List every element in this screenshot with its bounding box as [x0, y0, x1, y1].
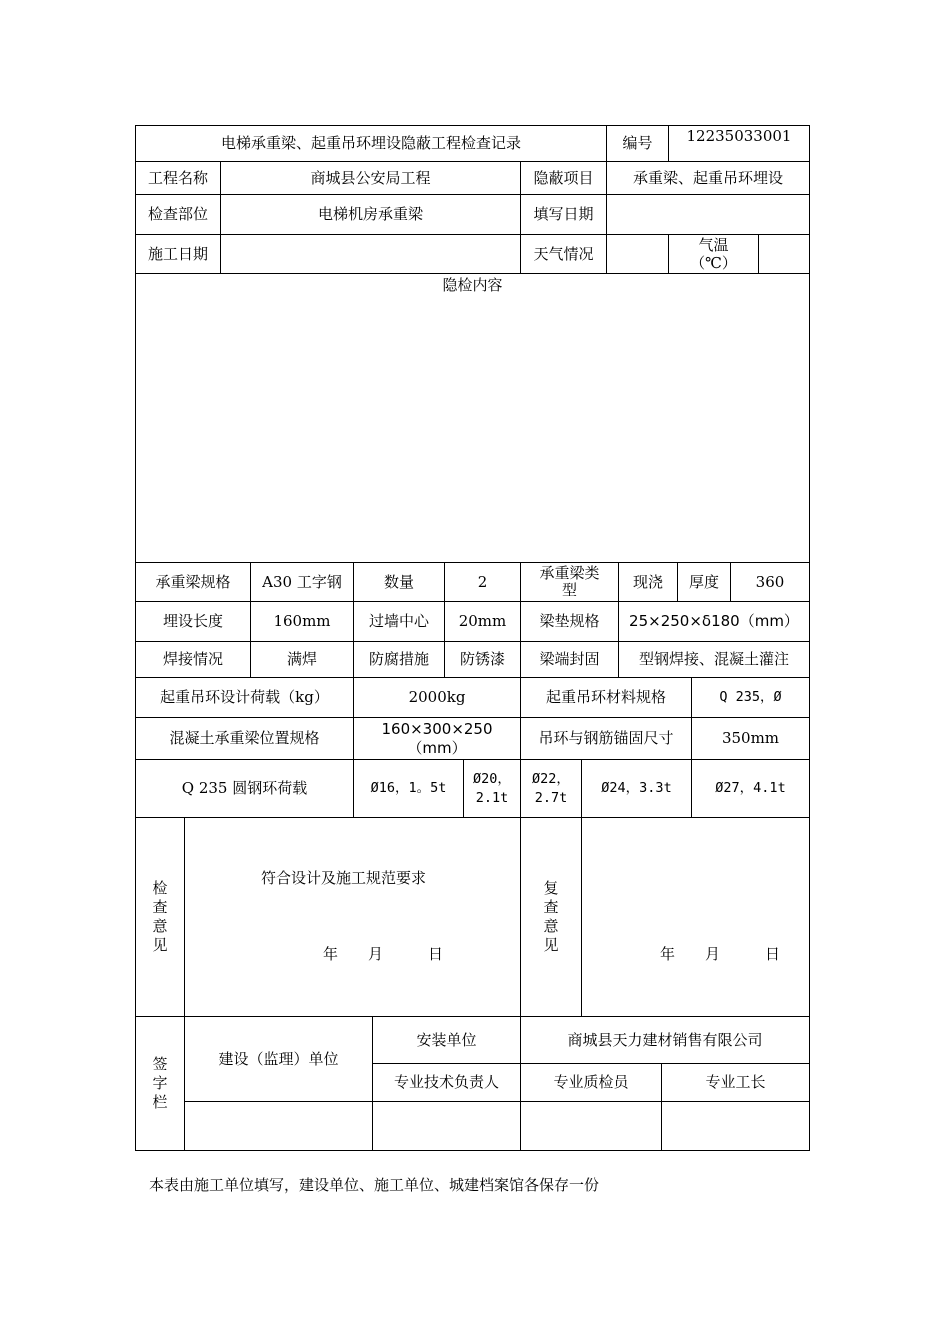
- hidden-content-label: 隐检内容: [442, 276, 503, 294]
- weather-label: 天气情况: [520, 234, 607, 274]
- beam-type-label: 承重梁类型: [520, 562, 619, 602]
- inspection-location-label: 检查部位: [135, 194, 221, 235]
- qc-signature-field[interactable]: [520, 1101, 662, 1151]
- review-opinion-label: 复 查 意 见: [520, 817, 582, 1017]
- pad-spec-label: 梁垫规格: [520, 601, 619, 642]
- owner-signature-field[interactable]: [184, 1101, 373, 1151]
- hidden-item-label: 隐蔽项目: [520, 161, 607, 195]
- ring-load-16[interactable]: Ø16，1。5t: [353, 759, 464, 818]
- anchor-size-value[interactable]: 350mm: [691, 717, 810, 760]
- construction-date-label: 施工日期: [135, 234, 221, 274]
- foreman-signature-field[interactable]: [661, 1101, 810, 1151]
- ring-design-load-value[interactable]: 2000kg: [353, 677, 521, 718]
- hidden-content-area[interactable]: [135, 273, 810, 563]
- tech-lead-signature-field[interactable]: [372, 1101, 521, 1151]
- anchor-size-label: 吊环与钢筋锚固尺寸: [520, 717, 692, 760]
- owner-supervisor-label: 建设（监理）单位: [184, 1016, 373, 1102]
- construction-date-value[interactable]: [220, 234, 521, 274]
- fill-date-label: 填写日期: [520, 194, 607, 235]
- beam-qty-value[interactable]: 2: [444, 562, 521, 602]
- temperature-label: 气温（℃）: [668, 234, 759, 274]
- review-date-text: 年 月 日: [660, 945, 781, 963]
- inspection-date-text: 年 月 日: [323, 945, 444, 963]
- thickness-value[interactable]: 360: [730, 562, 810, 602]
- number-label: 编号: [606, 125, 669, 162]
- ring-material-value[interactable]: Q 235，Ø: [691, 677, 810, 718]
- inspection-opinion-cell[interactable]: [184, 817, 521, 1017]
- ring-load-label: Q 235 圆钢环荷载: [135, 759, 354, 818]
- wall-center-value[interactable]: 20mm: [444, 601, 521, 642]
- installer-label: 安装单位: [372, 1016, 521, 1064]
- weather-value[interactable]: [606, 234, 669, 274]
- ring-load-22[interactable]: Ø22，2.7t: [520, 759, 582, 818]
- ring-load-24[interactable]: Ø24，3.3t: [581, 759, 692, 818]
- embed-length-value[interactable]: 160mm: [250, 601, 354, 642]
- thickness-label: 厚度: [677, 562, 731, 602]
- anticorrosion-value[interactable]: 防锈漆: [444, 641, 521, 678]
- beam-spec-label: 承重梁规格: [135, 562, 251, 602]
- form-title: 电梯承重梁、起重吊环埋设隐蔽工程检查记录: [135, 125, 607, 162]
- beam-spec-value[interactable]: A30 工字钢: [250, 562, 354, 602]
- concrete-beam-position-label: 混凝土承重梁位置规格: [135, 717, 354, 760]
- weld-label: 焊接情况: [135, 641, 251, 678]
- ring-design-load-label: 起重吊环设计荷载（kg）: [135, 677, 354, 718]
- signature-label: 签 字 栏: [135, 1016, 185, 1151]
- installer-value[interactable]: 商城县天力建材销售有限公司: [520, 1016, 810, 1064]
- wall-center-label: 过墙中心: [353, 601, 445, 642]
- fill-date-value[interactable]: [606, 194, 810, 235]
- pad-spec-value[interactable]: 25×250×δ180（mm）: [618, 601, 810, 642]
- number-value: 12235033001: [668, 125, 810, 162]
- inspection-location-value[interactable]: 电梯机房承重梁: [220, 194, 521, 235]
- beam-type-value[interactable]: 现浇: [618, 562, 678, 602]
- hidden-item-value[interactable]: 承重梁、起重吊环埋设: [606, 161, 810, 195]
- review-opinion-cell[interactable]: [581, 817, 810, 1017]
- end-seal-label: 梁端封固: [520, 641, 619, 678]
- beam-qty-label: 数量: [353, 562, 445, 602]
- inspection-opinion-label: 检 查 意 见: [135, 817, 185, 1017]
- end-seal-value[interactable]: 型钢焊接、混凝土灌注: [618, 641, 810, 678]
- qc-inspector-label: 专业质检员: [520, 1063, 662, 1102]
- embed-length-label: 埋设长度: [135, 601, 251, 642]
- inspection-opinion-text: 符合设计及施工规范要求: [261, 869, 427, 887]
- ring-material-label: 起重吊环材料规格: [520, 677, 692, 718]
- ring-load-20[interactable]: Ø20，2.1t: [463, 759, 521, 818]
- project-name-label: 工程名称: [135, 161, 221, 195]
- ring-load-27[interactable]: Ø27，4.1t: [691, 759, 810, 818]
- project-name-value[interactable]: 商城县公安局工程: [220, 161, 521, 195]
- footer-note: 本表由施工单位填写，建设单位、施工单位、城建档案馆各保存一份: [149, 1176, 600, 1194]
- weld-value[interactable]: 满焊: [250, 641, 354, 678]
- foreman-label: 专业工长: [661, 1063, 810, 1102]
- temperature-value[interactable]: [758, 234, 810, 274]
- tech-lead-label: 专业技术负责人: [372, 1063, 521, 1102]
- concrete-beam-position-value[interactable]: 160×300×250（mm）: [353, 717, 521, 760]
- anticorrosion-label: 防腐措施: [353, 641, 445, 678]
